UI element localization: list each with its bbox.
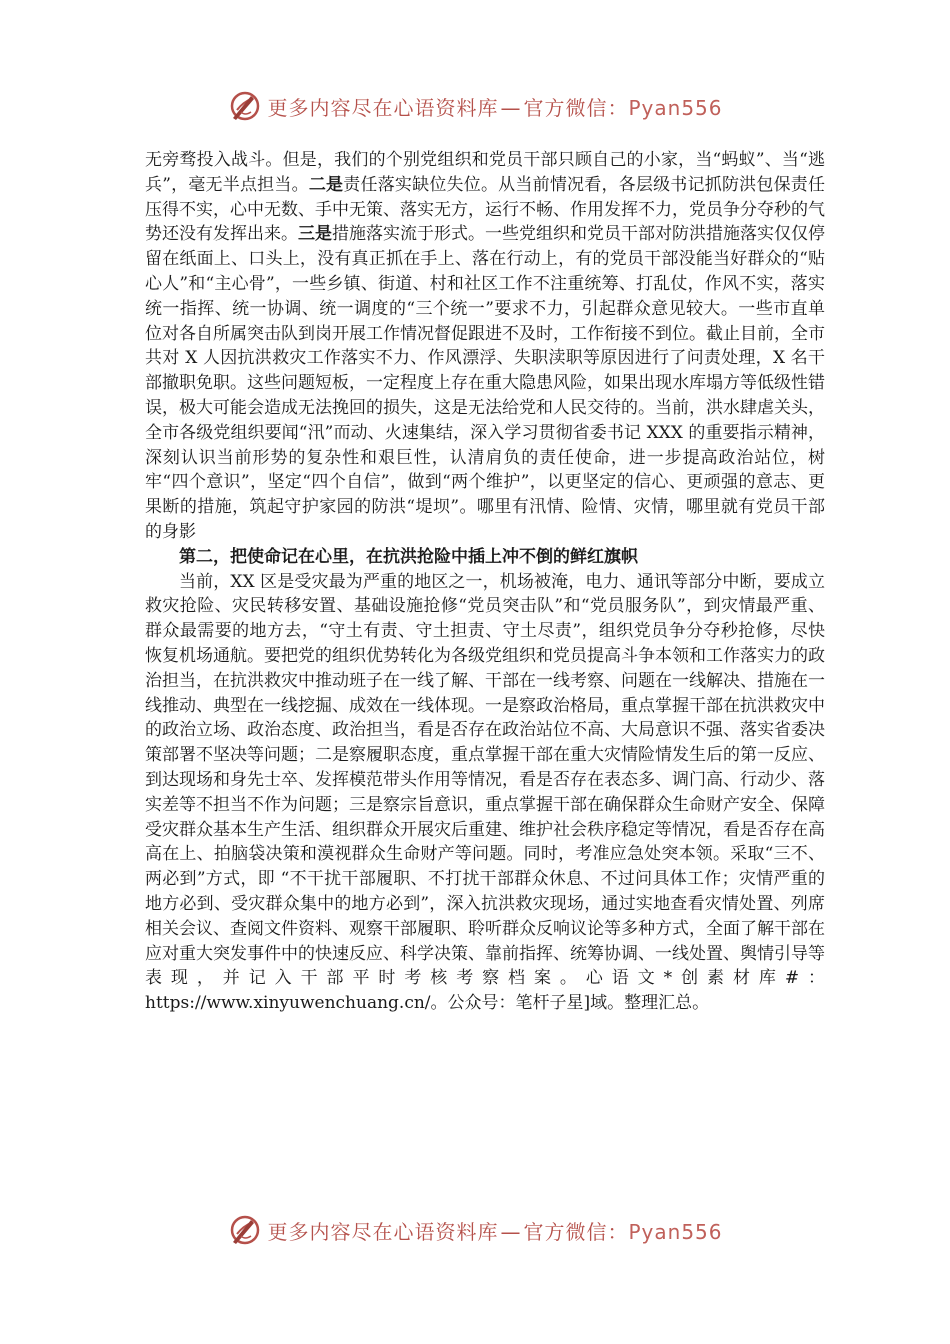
banner-text	[267, 1216, 722, 1245]
document-body	[145, 148, 825, 1016]
banner-main: 更多内容尽在心语资料库	[267, 1219, 499, 1244]
banner-dash: —	[500, 1219, 522, 1244]
p1-text-1: 无旁骛投入战斗。但是，我们的个别党组织和党员干部只顾自己的小家，当“蚂蚁”、当“逃兵”，毫无半点担当。	[145, 150, 825, 195]
banner-dash: —	[500, 95, 522, 120]
banner-handle: Pyan556	[628, 1219, 723, 1244]
banner-main: 更多内容尽在心语资料库	[267, 95, 499, 120]
p1-text-3: 措施落实流于形式。一些党组织和党员干部对防洪措施落实仅仅停留在纸面上、口头上，没有真正抓在手上、落在行动上，有的党员干部没能当好群众的“贴心人”和“主心骨”，一些乡镇、街道、村和社区工作不注重统筹、打乱仗，作风不实，落实统一指挥、统一协调、统一调度的“三个统一”要求不力，引起群众意见较大。一些市直单位对各自所属突击队到岗开展工作情况督促跟进不及时，工作衔接不到位。截止目前，全市共对 X 人因抗洪救灾工作落实不力、作风漂浮、失职渎职等原因进行了问责处理，X 名干部撤职免职。这些问题短板，一定程度上存在重大隐患风险，如果出现水库塌方等低级性错误，极大可能会造成无法挽回的损失，这是无法给党和人民交待的。当前，洪水肆虐关头，全市各级党组织要闻“汛”而动、火速集结，深入学习贯彻省委书记 XXX 的重要指示精神，深刻认识当前形势的复杂性和艰巨性，认清肩负的责任使命，进一步提高政治站位，树牢“四个意识”，坚定“四个自信”，做到“两个维护”，以更坚定的信心、更顽强的意志、更果断的措施，筑起守护家园的防洪“堤坝”。哪里有汛情、险情、灾情，哪里就有党员干部的身影	[145, 224, 825, 542]
header-banner	[0, 84, 950, 128]
p1-text-2: 责任落实缺位失位。从当前情况看，各层级书记抓防洪包保责任压得不实，心中无数、手中无策、落实无方，运行不畅、作用发挥不力，党员争分夺秒的气势还没有发挥出来。	[145, 174, 826, 245]
paragraph-2: 当前，XX 区是受灾最为严重的地区之一，机场被淹，电力、通讯等部分中断，要成立救灾抢险、灾民转移安置、基础设施抢修“党员突击队”和“党员服务队”，到灾情最严重、群众最需要的地方去，“守土有责、守土担责、守土尽责”，组织党员争分夺秒抢修，尽快恢复机场通航。要把党的组织优势转化为各级党组织和党员提高斗争本领和工作落实力的政治担当，在抗洪救灾中推动班子在一线了解、干部在一线考察、问题在一线解决、措施在一线推动、典型在一线挖掘、成效在一线体现。一是察政治格局，重点掌握干部在抗洪救灾中的政治立场、政治态度、政治担当，看是否存在政治站位不高、大局意识不强、落实省委决策部署不坚决等问题；二是察履职态度，重点掌握干部在重大灾情险情发生后的第一反应、到达现场和身先士卒、发挥模范带头作用等情况，看是否存在表态多、调门高、行动少、落实差等不担当不作为问题；三是察宗旨意识，重点掌握干部在确保群众生命财产安全、保障受灾群众基本生产生活、组织群众开展灾后重建、维护社会秩序稳定等情况，看是否存在高高在上、拍脑袋决策和漠视群众生命财产等问题。同时，考准应急处突本领。采取“三不、两必到”方式，即 “不干扰干部履职、不打扰干部群众休息、不过问具体工作；灾情严重的地方必到、受灾群众集中的地方必到”，深入抗洪救灾现场，通过实地查看灾情处置、列席相关会议、查阅文件资料、观察干部履职、聆听群众反响议论等多种方式，全面了解干部在应对重大突发事件中的快速反应、科学决策、靠前指挥、统筹协调、一线处置、舆情引导等表现，并记入干部平时考核考察档案。心语文*创素材库#：https://www.xinyuwenchuang.cn/。公众号：笔杆子星]域。整理汇总。	[145, 571, 825, 1014]
pen-logo-icon	[227, 1212, 263, 1248]
section-heading-2: 第二，把使命记在心里，在抗洪抢险中插上冲不倒的鲜红旗帜	[179, 546, 638, 567]
p1-bold-sanshi: 三是	[298, 224, 332, 245]
pen-logo-icon	[227, 88, 263, 124]
footer-banner	[0, 1208, 950, 1252]
banner-text	[267, 92, 722, 121]
p1-bold-erhsi: 二是	[308, 174, 344, 195]
paragraph-1	[145, 148, 825, 545]
banner-official: 官方微信：	[523, 1219, 629, 1244]
banner-handle: Pyan556	[628, 95, 723, 120]
banner-official: 官方微信：	[523, 95, 629, 120]
